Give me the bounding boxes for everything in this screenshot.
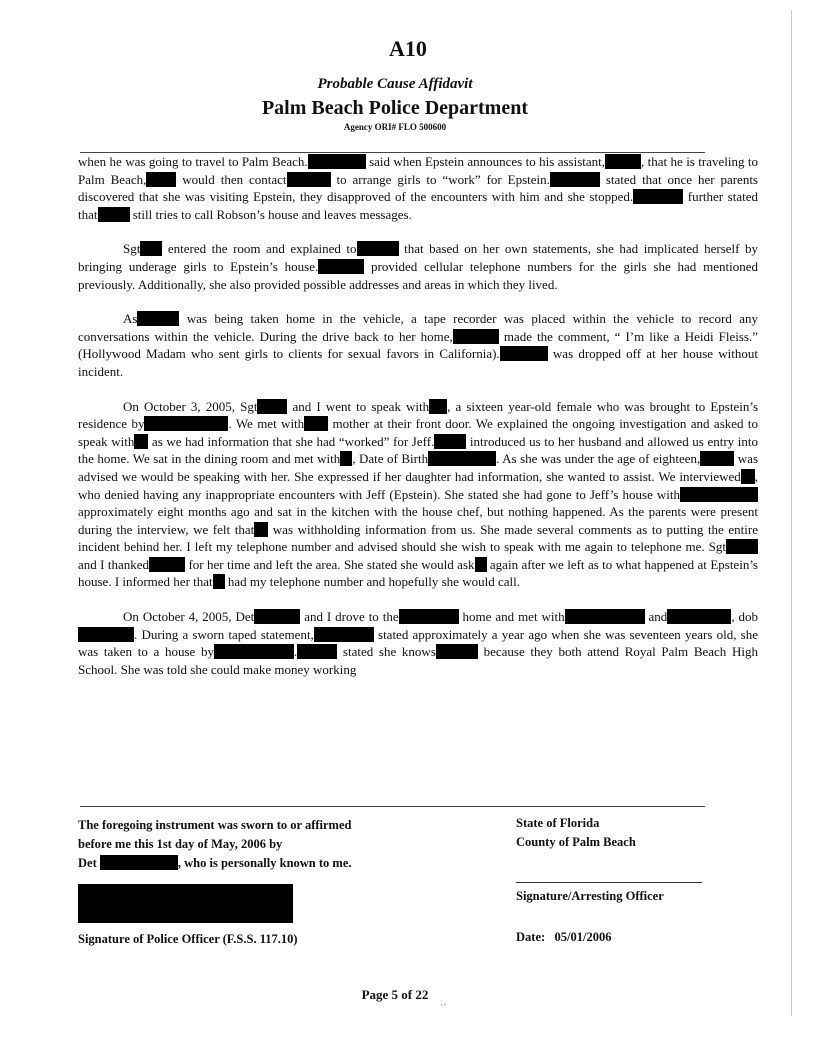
redaction <box>100 855 178 870</box>
redaction <box>453 329 499 344</box>
body-text-segment: further stated that <box>78 189 758 222</box>
body-paragraph <box>78 240 758 293</box>
redaction <box>436 644 478 659</box>
redaction <box>633 189 683 204</box>
redaction <box>149 557 185 572</box>
body-text-segment: because they both attend Royal Palm Beach High School. She was told she could make money working <box>78 644 758 677</box>
redaction <box>741 469 755 484</box>
redaction <box>78 627 134 642</box>
stray-mark: ˎˏ <box>440 995 447 1006</box>
redaction <box>429 399 447 414</box>
body-paragraph <box>78 608 758 678</box>
affidavit-date <box>516 930 611 945</box>
body-text-segment: stated she knows <box>337 644 436 660</box>
body-text-segment: was withholding information from us. She made several comments as to putting the entire incident behind her. I left my telephone number and advised should she wish to speak with me again to telephone me. Sgt <box>78 521 758 555</box>
body-text-segment: and I thanked <box>78 556 150 572</box>
body-text-segment: approximately eight months ago and sat in the kitchen with the house chef, but nothing happened. As the parents were present during the interview, we felt that <box>78 504 758 537</box>
body-text-segment: mother at their front door. We explained the ongoing investigation and asked to speak with <box>78 416 758 449</box>
body-text-segment: . <box>293 644 298 660</box>
body-text-segment: and I went to speak with <box>287 398 430 414</box>
redaction <box>428 451 496 466</box>
redaction <box>140 241 162 256</box>
redaction <box>314 627 374 642</box>
body-text-segment: for her time and left the area. She stated she would ask <box>185 556 475 572</box>
body-text-segment: stated approximately a year ago when she was seventeen years old, she was taken to a house by <box>78 626 758 660</box>
body-text-segment: , who denied having any inappropriate encounters with Jeff (Epstein). She stated she had gone to Jeff’s house with <box>78 468 758 502</box>
redaction <box>399 609 459 624</box>
redaction <box>680 487 758 502</box>
redaction <box>434 434 466 449</box>
body-text-segment: provided cellular telephone numbers for the girls she had mentioned previously. Additionally, she also provided possible addresses and areas in which they lived. <box>78 258 758 292</box>
body-paragraph <box>78 310 758 380</box>
body-text-segment: , dob <box>731 609 758 625</box>
body-text-segment: , Date of Birth <box>352 451 429 467</box>
sworn-line-3 <box>78 854 418 873</box>
body-text-segment: was dropped off at her house without incident. <box>78 346 758 379</box>
body-paragraph <box>78 153 758 223</box>
body-text-segment: was being taken home in the vehicle, a tape recorder was placed within the vehicle to record any conversations within the vehicle. During the drive back to her home, <box>78 311 758 344</box>
body-text-segment: would then contact <box>176 171 287 187</box>
redaction <box>318 259 364 274</box>
body-text-segment: as we had information that she had “worked” for Jeff. <box>148 433 435 449</box>
affidavit-body <box>78 153 758 695</box>
page-edge-line <box>791 10 792 1016</box>
sworn-line-1: The foregoing instrument was sworn to or affirmed <box>78 818 352 832</box>
redaction <box>137 311 179 326</box>
redaction <box>340 451 352 466</box>
det-prefix: Det <box>78 856 97 870</box>
body-text-segment: On October 3, 2005, Sgt <box>123 398 258 414</box>
body-text-segment: again after we left as to what happened at Epstein’s house. I informed her that <box>78 556 758 590</box>
sworn-statement <box>78 816 418 873</box>
redaction <box>297 644 337 659</box>
body-text-segment: and I drove to the <box>300 609 399 625</box>
body-text-segment: was advised we would be speaking with her. She expressed if her daughter had information, she wanted to assist. We interviewed <box>78 451 758 484</box>
county-label: County of Palm Beach <box>516 835 636 849</box>
body-text-segment: . We met with <box>228 416 305 432</box>
body-text-segment: . During a sworn taped statement, <box>134 626 314 642</box>
redaction <box>134 434 148 449</box>
redaction <box>550 172 600 187</box>
body-text-segment: , a sixteen year-old female who was brought to Epstein’s residence by <box>78 398 758 432</box>
redaction <box>214 644 294 659</box>
redaction <box>605 154 641 169</box>
agency-ori: Agency ORI# FLO 500600 <box>343 122 447 132</box>
redaction <box>667 609 731 624</box>
body-text-segment: entered the room and explained to <box>162 241 357 257</box>
affidavit-title: Probable Cause Affidavit <box>317 76 473 92</box>
redaction <box>146 172 176 187</box>
sworn-line-2: before me this 1st day of May, 2006 by <box>78 837 283 851</box>
redaction <box>700 451 734 466</box>
redaction <box>287 172 331 187</box>
footer-rule <box>80 806 705 807</box>
body-text-segment: , that he is traveling to Palm Beach, <box>78 154 758 187</box>
date-value: 05/01/2006 <box>554 930 612 944</box>
date-label: Date: <box>516 930 546 944</box>
body-text-segment: and <box>644 609 668 625</box>
body-text-segment: made the comment, “ I’m like a Heidi Fleiss.” (Hollywood Madam who sent girls to clients for sexual favors in California). <box>78 328 758 362</box>
body-text-segment: stated that once her parents discovered that she was visiting Epstein, they disapproved of the encounters with him and she stopped. <box>78 171 758 205</box>
body-text-segment: As <box>123 311 138 327</box>
redaction <box>475 557 487 572</box>
body-text-segment: . As she was under the age of eighteen, <box>496 451 701 467</box>
body-text-segment: introduced us to her husband and allowed us entry into the home. We sat in the dining room and met with <box>78 433 759 467</box>
redacted-signature <box>78 884 293 923</box>
body-text-segment: home and met with <box>458 609 565 625</box>
state-label: State of Florida <box>516 816 600 830</box>
redaction <box>254 522 268 537</box>
redaction <box>726 539 758 554</box>
redaction <box>213 574 225 589</box>
redaction <box>308 154 366 169</box>
redaction <box>357 241 399 256</box>
body-text-segment: had my telephone number and hopefully she would call. <box>224 574 520 590</box>
arresting-officer-label: Signature/Arresting Officer <box>516 889 664 903</box>
redaction <box>565 609 645 624</box>
police-officer-signature-label: Signature of Police Officer (F.S.S. 117.10) <box>78 932 298 946</box>
body-text-segment: when he was going to travel to Palm Beach. <box>78 154 308 169</box>
notary-jurisdiction <box>516 814 736 852</box>
redaction <box>98 207 130 222</box>
body-text-segment: said when Epstein announces to his assistant, <box>365 154 605 169</box>
redaction <box>254 609 300 624</box>
body-text-segment: that based on her own statements, she had implicated herself by bringing underage girls to Epstein’s house. <box>78 241 758 274</box>
page-number: Page 5 of 22 <box>361 987 429 1002</box>
body-text-segment: to arrange girls to “work” for Epstein. <box>330 171 550 187</box>
det-suffix: , who is personally known to me. <box>177 856 352 870</box>
body-text-segment: still tries to call Robson’s house and leaves messages. <box>129 206 412 222</box>
officer-signature-line <box>516 882 702 883</box>
redaction <box>144 416 228 431</box>
body-paragraph <box>78 398 758 592</box>
body-text-segment: Sgt <box>123 241 141 257</box>
redaction <box>304 416 328 431</box>
body-text-segment: On October 4, 2005, Det <box>123 609 255 625</box>
document-id: A10 <box>389 36 427 61</box>
redaction <box>500 346 548 361</box>
department-title: Palm Beach Police Department <box>261 97 529 119</box>
redaction <box>257 399 287 414</box>
